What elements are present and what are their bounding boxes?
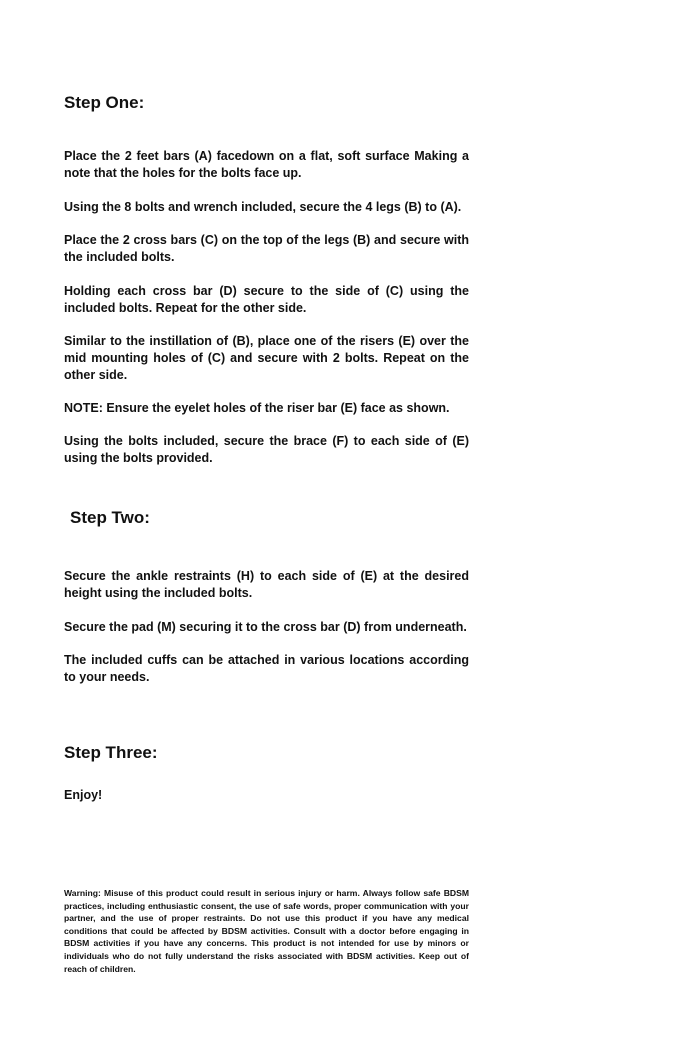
step-one-paragraph-7: Using the bolts included, secure the brace (F) to each side of (E) using the bolts provided. bbox=[64, 434, 469, 465]
step-three-heading: Step Three: bbox=[64, 743, 158, 762]
step-one-note: NOTE: Ensure the eyelet holes of the riser bar (E) face as shown. bbox=[64, 401, 450, 415]
step-two-paragraph-3: The included cuffs can be attached in various locations according to your needs. bbox=[64, 653, 469, 684]
warning-notice: Warning: Misuse of this product could result in serious injury or harm. Always follow safe BDSM practices, including enthusiastic consent, the use of safe words, proper communication with your partner, and the use of proper restraints. Do not use this product if you have any medical conditions that could be affected by BDSM activities. Consult with a doctor before engaging in BDSM activities if you have any concerns. This product is not intended for use by minors or individuals who do not fully understand the risks associated with BDSM activities. Keep out of reach of children. bbox=[64, 888, 469, 974]
step-one-paragraph-2: Using the 8 bolts and wrench included, secure the 4 legs (B) to (A). bbox=[64, 200, 462, 214]
step-two-paragraph-1: Secure the ankle restraints (H) to each side of (E) at the desired height using the included bolts. bbox=[64, 569, 469, 600]
step-one-heading: Step One: bbox=[64, 93, 145, 112]
step-one-paragraph-5: Similar to the instillation of (B), place one of the risers (E) over the mid mounting holes of (C) and secure with 2 bolts. Repeat on the other side. bbox=[64, 334, 469, 382]
step-one-paragraph-4: Holding each cross bar (D) secure to the side of (C) using the included bolts. Repeat for the other side. bbox=[64, 284, 469, 315]
step-two-paragraph-2: Secure the pad (M) securing it to the cross bar (D) from underneath. bbox=[64, 620, 467, 634]
step-three-paragraph-1: Enjoy! bbox=[64, 788, 103, 802]
step-one-paragraph-1: Place the 2 feet bars (A) facedown on a flat, soft surface Making a note that the holes for the bolts face up. bbox=[64, 149, 469, 180]
step-two-heading: Step Two: bbox=[70, 508, 150, 527]
step-one-paragraph-3: Place the 2 cross bars (C) on the top of the legs (B) and secure with the included bolts. bbox=[64, 233, 469, 264]
